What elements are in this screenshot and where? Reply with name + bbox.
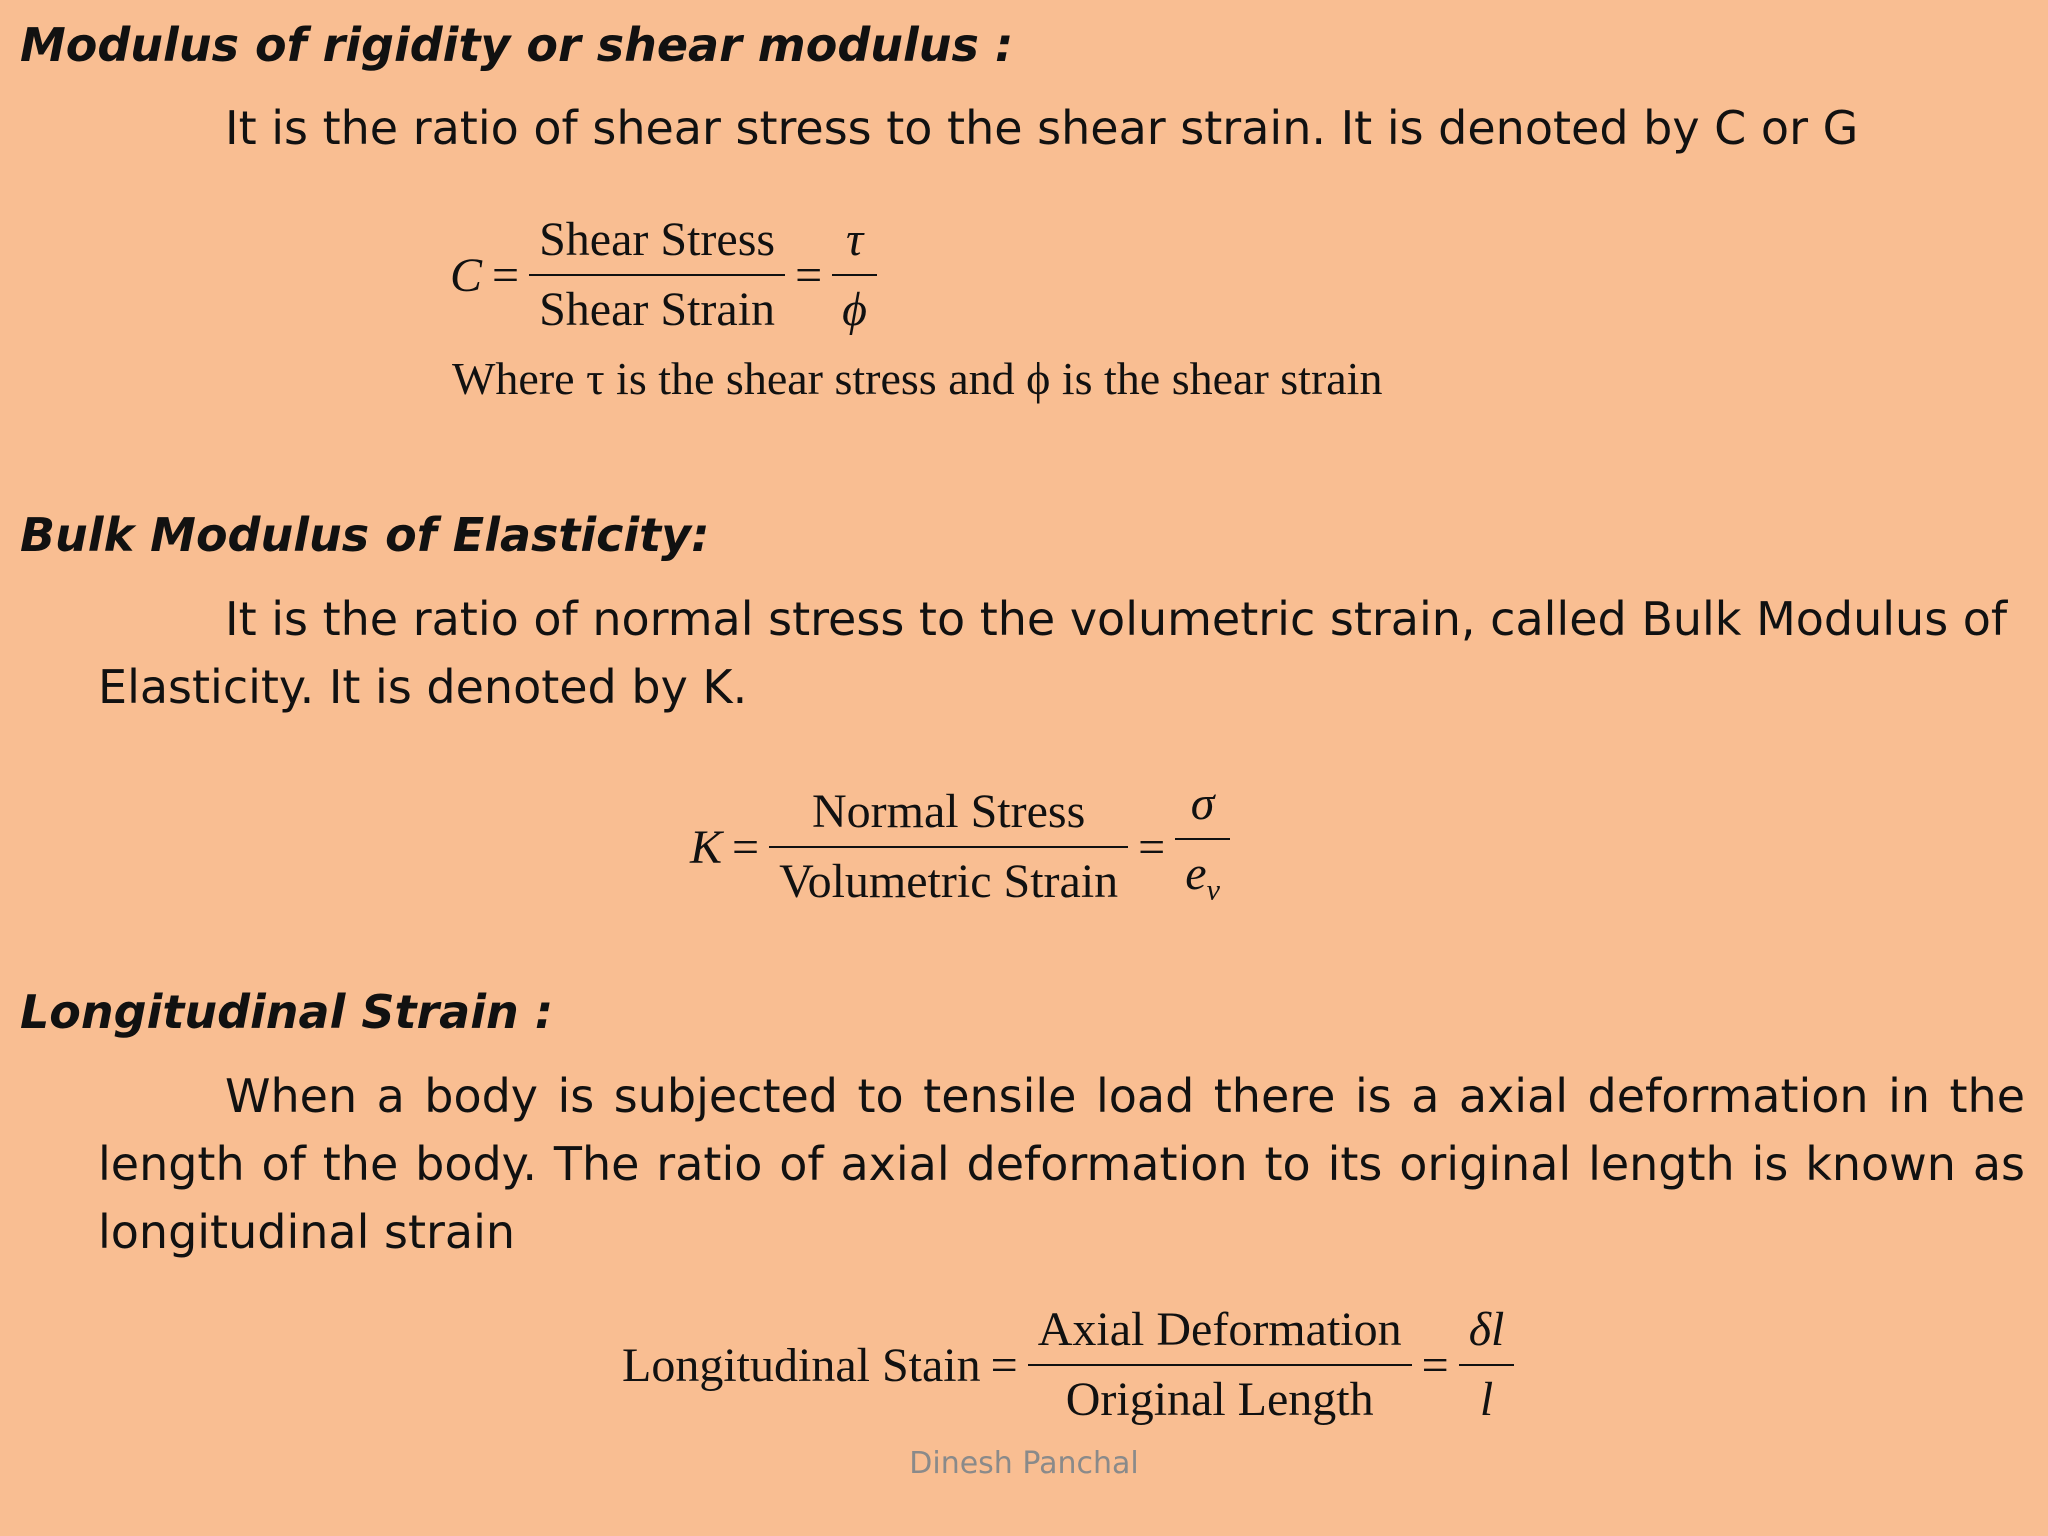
symbol-fraction	[832, 206, 877, 344]
longitudinal-description-line1: When a body is subjected to tensile load there is a axial deformation in the	[225, 1069, 2025, 1123]
symbol-fraction	[1459, 1296, 1515, 1434]
symbol-denominator-subscript: v	[1206, 873, 1220, 907]
footer-author: Dinesh Panchal	[909, 1446, 1139, 1481]
longitudinal-description-line2: length of the body. The ratio of axial deformation to its original length is known as	[98, 1137, 2025, 1191]
shear-modulus-description: It is the ratio of shear stress to the shear strain. It is denoted by C or G	[225, 101, 1859, 155]
fraction-denominator: Original Length	[1065, 1373, 1374, 1426]
equals-sign: =	[732, 820, 760, 874]
heading-shear-modulus: Modulus of rigidity or shear modulus :	[20, 18, 1014, 72]
equals-sign: =	[795, 248, 823, 302]
bulk-modulus-description-line2: Elasticity. It is denoted by K.	[98, 660, 748, 714]
symbol-numerator: τ	[832, 206, 877, 276]
formula-lhs: C	[450, 248, 483, 302]
shear-modulus-formula	[450, 206, 877, 344]
fraction-denominator: Shear Strain	[539, 283, 776, 336]
fraction-numerator: Normal Stress	[769, 778, 1128, 848]
bulk-modulus-description-line1: It is the ratio of normal stress to the volumetric strain, called Bulk Modulus of	[225, 592, 2008, 646]
bulk-modulus-formula	[690, 770, 1230, 925]
heading-longitudinal-strain: Longitudinal Strain :	[20, 985, 554, 1039]
fraction	[529, 206, 785, 344]
formula-lhs: Longitudinal Stain	[622, 1338, 981, 1392]
fraction	[1028, 1296, 1412, 1434]
fraction-denominator: Volumetric Strain	[779, 855, 1119, 909]
equals-sign: =	[492, 248, 520, 302]
symbol-fraction	[1175, 770, 1230, 925]
symbol-numerator: δl	[1459, 1296, 1515, 1366]
symbol-numerator: σ	[1175, 770, 1230, 840]
equals-sign: =	[1421, 1338, 1449, 1392]
fraction	[769, 778, 1128, 916]
equals-sign: =	[990, 1338, 1018, 1392]
longitudinal-description-line3: longitudinal strain	[98, 1205, 516, 1259]
fraction-numerator: Shear Stress	[529, 206, 785, 276]
heading-bulk-modulus: Bulk Modulus of Elasticity:	[20, 508, 710, 562]
symbol-denominator: ϕ	[842, 283, 867, 336]
symbol-denominator-base: e	[1185, 847, 1207, 900]
formula-lhs: K	[690, 820, 723, 874]
longitudinal-strain-formula	[622, 1296, 1514, 1434]
equals-sign: =	[1138, 820, 1166, 874]
symbol-denominator	[1175, 840, 1230, 925]
shear-modulus-where: Where τ is the shear stress and ϕ is the shear strain	[452, 353, 1383, 404]
fraction-numerator: Axial Deformation	[1028, 1296, 1412, 1366]
symbol-denominator: l	[1479, 1373, 1494, 1426]
